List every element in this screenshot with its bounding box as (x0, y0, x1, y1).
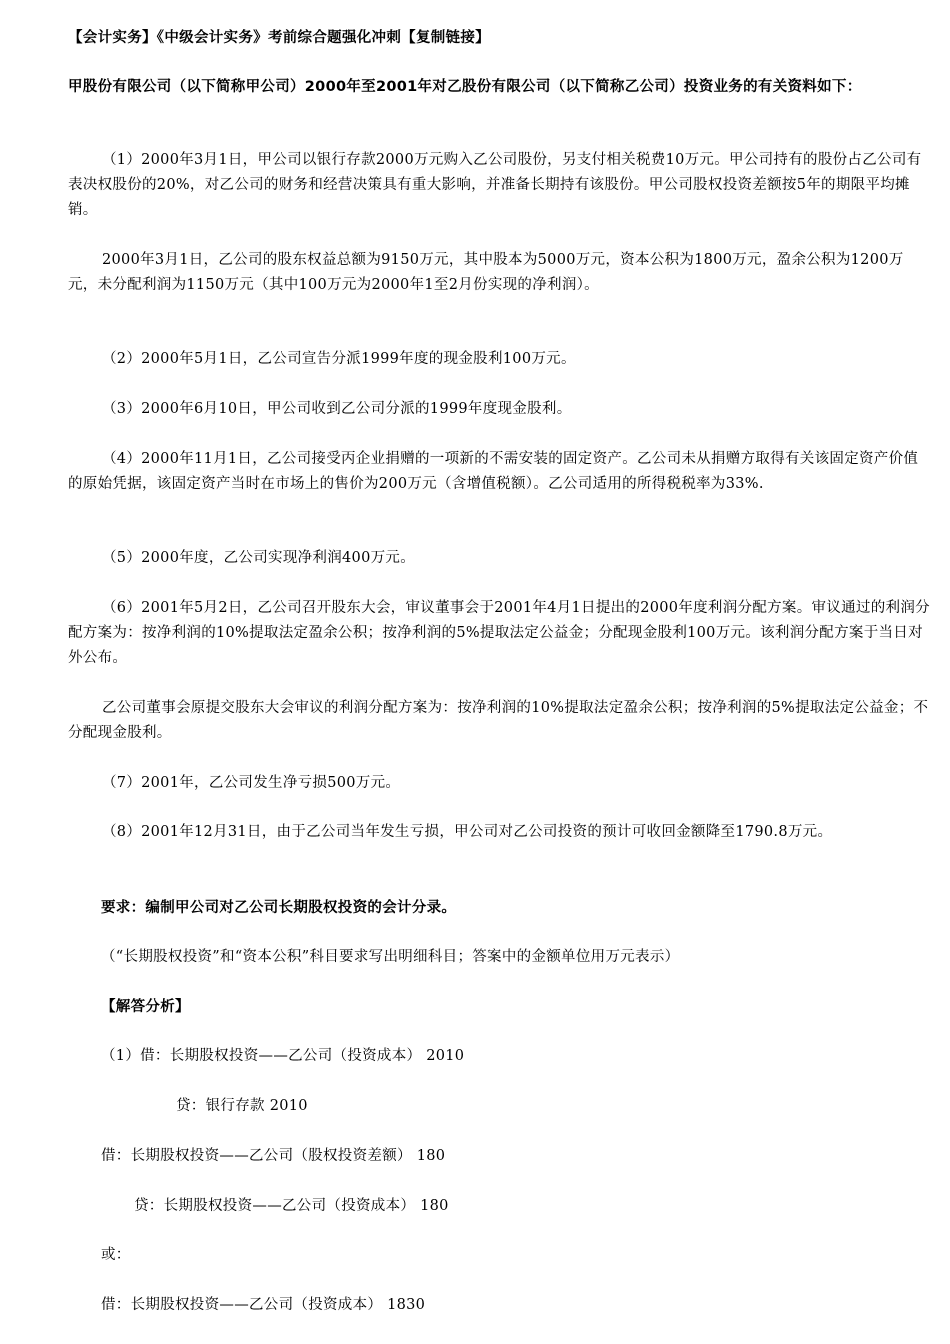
entry-credit-2: 贷：长期股权投资——乙公司（投资成本） 180 (134, 1198, 449, 1214)
item-5: （5）2000年度，乙公司实现净利润400万元。 (102, 550, 416, 566)
item-7: （7）2001年，乙公司发生净亏损500万元。 (102, 775, 401, 791)
requirement-note: （“长期股权投资”和“资本公积”科目要求写出明细科目；答案中的金额单位用万元表示） (101, 949, 680, 965)
entry-debit-3: 借：长期股权投资——乙公司（投资成本） 1830 (101, 1297, 426, 1313)
intro-paragraph: 甲股份有限公司（以下简称甲公司）2000年至2001年对乙股份有限公司（以下简称乙公司）投资业务的有关资料如下： (68, 79, 862, 95)
entry-debit-1: （1）借：长期股权投资——乙公司（投资成本） 2010 (101, 1048, 465, 1064)
item-4: （4）2000年11月1日，乙公司接受丙企业捐赠的一项新的不需安装的固定资产。乙公司未从捐赠方取得有关该固定资产价值的原始凭据，该固定资产当时在市场上的售价为200万元（含增值税额）。乙公司适用的所得税税率为33%. (68, 451, 919, 492)
item-1: （1）2000年3月1日，甲公司以银行存款2000万元购入乙公司股份，另支付相关税费10万元。甲公司持有的股份占乙公司有表决权股份的20%，对乙公司的财务和经营决策具有重大影响，并准备长期持有该股份。甲公司股权投资差额按5年的期限平均摊销。 (68, 152, 922, 218)
requirement: 要求：编制甲公司对乙公司长期股权投资的会计分录。 (101, 900, 457, 916)
entry-credit-1: 贷：银行存款 2010 (176, 1098, 308, 1114)
item-6-original-plan: 乙公司董事会原提交股东大会审议的利润分配方案为：按净利润的10%提取法定盈余公积；按净利润的5%提取法定公益金；不分配现金股利。 (68, 700, 929, 741)
entry-or: 或： (101, 1247, 131, 1263)
item-3: （3）2000年6月10日，甲公司收到乙公司分派的1999年度现金股利。 (102, 401, 572, 417)
item-2: （2）2000年5月1日，乙公司宣告分派1999年度的现金股利100万元。 (102, 351, 576, 367)
header-link-line[interactable]: 【会计实务】《中级会计实务》考前综合题强化冲刺【复制链接】 (68, 30, 490, 46)
answer-heading: 【解答分析】 (101, 999, 190, 1015)
entry-debit-2: 借：长期股权投资——乙公司（股权投资差额） 180 (101, 1148, 446, 1164)
item-6: （6）2001年5月2日，乙公司召开股东大会，审议董事会于2001年4月1日提出的2000年度利润分配方案。审议通过的利润分配方案为：按净利润的10%提取法定盈余公积；按净利润的5%提取法定公益金；分配现金股利100万元。该利润分配方案于当日对外公布。 (68, 600, 930, 666)
item-1-detail: 2000年3月1日，乙公司的股东权益总额为9150万元，其中股本为5000万元，资本公积为1800万元，盈余公积为1200万元，未分配利润为1150万元（其中100万元为2000年1至2月份实现的净利润）。 (68, 252, 904, 293)
item-8: （8）2001年12月31日，由于乙公司当年发生亏损，甲公司对乙公司投资的预计可收回金额降至1790.8万元。 (102, 824, 833, 840)
